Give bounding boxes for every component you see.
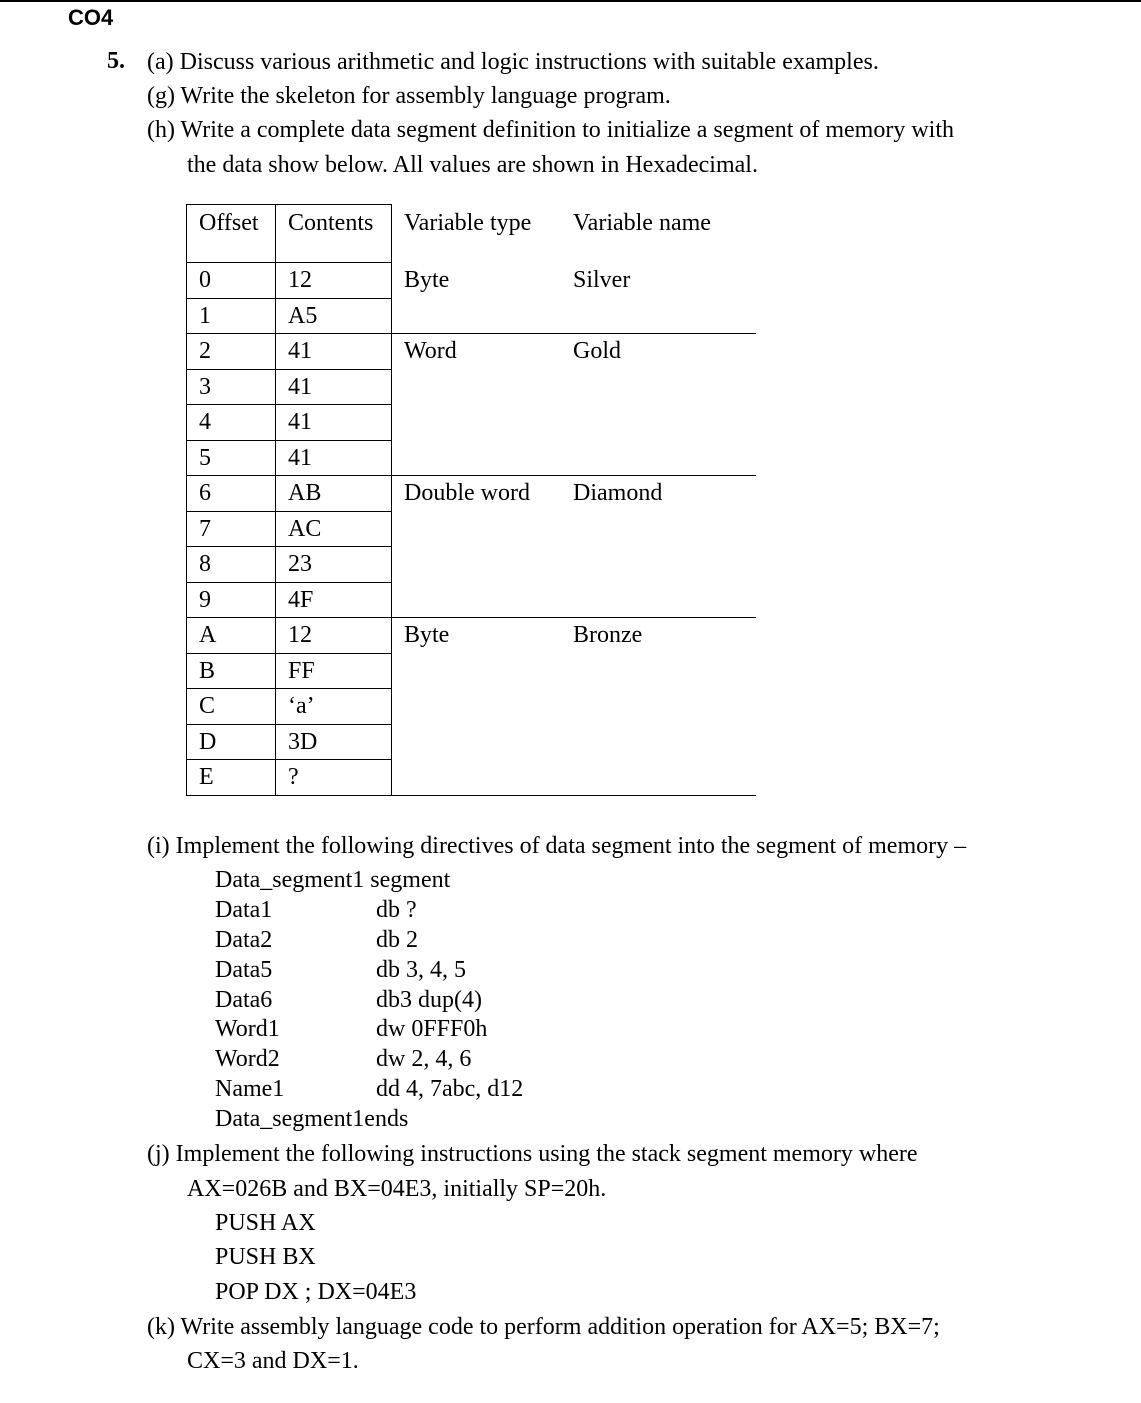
- directive-value: dw 2, 4, 6: [376, 1046, 472, 1072]
- row-contents: ?: [288, 764, 299, 790]
- part-i-text: (i) Implement the following directives of data segment into the segment of memory –: [147, 833, 967, 859]
- course-outcome-label: CO4: [68, 5, 114, 30]
- row-divider-group: [186, 333, 756, 334]
- row-offset: 0: [199, 267, 211, 293]
- directive-value: db 3, 4, 5: [376, 957, 466, 983]
- group-variable-name: Gold: [573, 338, 621, 364]
- row-offset: C: [199, 693, 216, 719]
- row-contents: FF: [288, 658, 315, 684]
- part-j-text-line2: AX=026B and BX=04E3, initially SP=20h.: [187, 1176, 607, 1202]
- question-number: 5.: [107, 48, 125, 74]
- row-divider: [186, 369, 392, 370]
- table-header-bottom: [186, 262, 392, 263]
- header-offset: Offset: [199, 210, 259, 236]
- row-offset: 9: [199, 587, 211, 613]
- group-variable-type: Double word: [404, 480, 530, 506]
- row-offset: 1: [199, 303, 211, 329]
- row-offset: 2: [199, 338, 211, 364]
- row-divider: [186, 724, 392, 725]
- row-divider-group: [186, 617, 756, 618]
- header-variable-type: Variable type: [404, 210, 532, 236]
- stack-instruction: PUSH AX: [215, 1210, 316, 1236]
- directive-label: Name1: [215, 1076, 285, 1102]
- row-offset: 8: [199, 551, 211, 577]
- part-a-text: (a) Discuss various arithmetic and logic instructions with suitable examples.: [147, 49, 879, 75]
- segment-end: Data_segment1ends: [215, 1106, 409, 1132]
- row-offset: 3: [199, 374, 211, 400]
- row-offset: E: [199, 764, 214, 790]
- group-variable-type: Byte: [404, 267, 450, 293]
- directive-value: dw 0FFF0h: [376, 1016, 488, 1042]
- row-offset: 4: [199, 409, 211, 435]
- part-j-text-line1: (j) Implement the following instructions using the stack segment memory where: [147, 1141, 918, 1167]
- directive-label: Word2: [215, 1046, 280, 1072]
- header-variable-name: Variable name: [573, 210, 711, 236]
- row-offset: D: [199, 729, 217, 755]
- part-g-text: (g) Write the skeleton for assembly language program.: [147, 83, 671, 109]
- row-divider-group: [186, 475, 756, 476]
- row-contents: AB: [288, 480, 322, 506]
- group-variable-name: Silver: [573, 267, 631, 293]
- stack-instruction: POP DX ; DX=04E3: [215, 1279, 417, 1305]
- part-k-text-line2: CX=3 and DX=1.: [187, 1348, 359, 1374]
- group-variable-type: Word: [404, 338, 457, 364]
- header-contents: Contents: [288, 210, 374, 236]
- directive-value: db ?: [376, 897, 417, 923]
- row-contents: 4F: [288, 587, 314, 613]
- row-contents: 41: [288, 374, 312, 400]
- directive-value: dd 4, 7abc, d12: [376, 1076, 524, 1102]
- row-offset: 6: [199, 480, 211, 506]
- data-table: [186, 204, 756, 796]
- directive-value: db 2: [376, 927, 418, 953]
- group-variable-type: Byte: [404, 622, 450, 648]
- segment-start: Data_segment1 segment: [215, 867, 451, 893]
- top-rule: [0, 0, 1141, 2]
- table-col-divider-1: [275, 204, 276, 796]
- part-h-text-line1: (h) Write a complete data segment definition to initialize a segment of memory with: [147, 117, 955, 143]
- directive-label: Data1: [215, 897, 273, 923]
- row-divider: [186, 759, 392, 760]
- part-k-text-line1: (k) Write assembly language code to perform addition operation for AX=5; BX=7;: [147, 1314, 940, 1340]
- directive-label: Data6: [215, 987, 273, 1013]
- table-bottom-border: [186, 795, 756, 796]
- row-divider: [186, 688, 392, 689]
- group-variable-name: Diamond: [573, 480, 663, 506]
- directive-value: db3 dup(4): [376, 987, 482, 1013]
- table-col-divider-2: [391, 204, 392, 796]
- row-contents: 23: [288, 551, 312, 577]
- row-divider: [186, 582, 392, 583]
- row-offset: 7: [199, 516, 211, 542]
- table-top-border: [186, 204, 392, 205]
- row-divider: [186, 298, 392, 299]
- row-divider: [186, 546, 392, 547]
- row-divider: [186, 653, 392, 654]
- row-divider: [186, 440, 392, 441]
- directive-label: Data5: [215, 957, 273, 983]
- directive-label: Data2: [215, 927, 273, 953]
- table-left-border: [186, 204, 187, 796]
- row-contents: 3D: [288, 729, 318, 755]
- row-contents: A5: [288, 303, 318, 329]
- row-divider: [186, 511, 392, 512]
- row-contents: AC: [288, 516, 322, 542]
- row-contents: 41: [288, 338, 312, 364]
- group-variable-name: Bronze: [573, 622, 643, 648]
- row-contents: 12: [288, 622, 312, 648]
- directive-label: Word1: [215, 1016, 280, 1042]
- row-offset: B: [199, 658, 216, 684]
- row-offset: 5: [199, 445, 211, 471]
- row-offset: A: [199, 622, 217, 648]
- row-divider: [186, 404, 392, 405]
- part-h-text-line2: the data show below. All values are shown in Hexadecimal.: [187, 152, 758, 178]
- row-contents: 41: [288, 445, 312, 471]
- row-contents: ‘a’: [288, 693, 315, 719]
- row-contents: 12: [288, 267, 312, 293]
- stack-instruction: PUSH BX: [215, 1244, 316, 1270]
- row-contents: 41: [288, 409, 312, 435]
